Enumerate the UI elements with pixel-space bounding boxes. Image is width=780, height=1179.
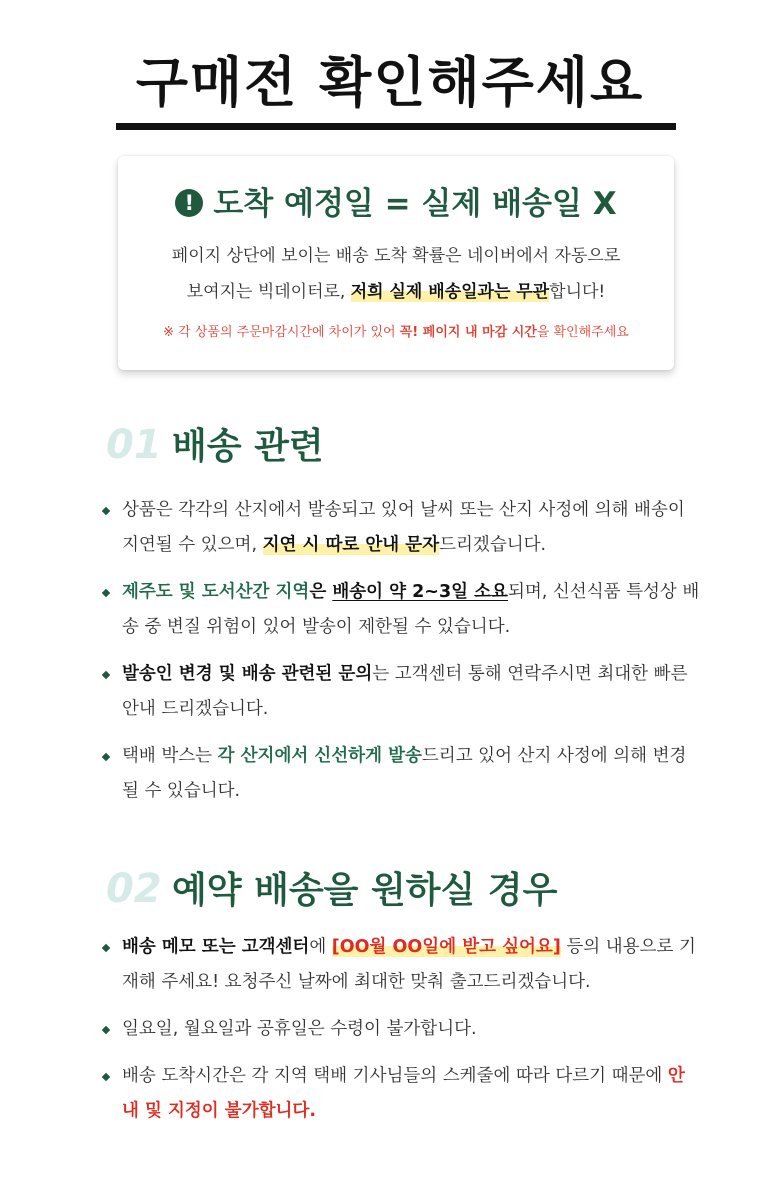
section-1-title: 배송 관련 [172, 426, 324, 467]
notice-line-2-end: 합니다! [549, 282, 606, 302]
item-text: 에 [309, 937, 332, 957]
item-emphasis: 각 산지에서 신선하게 발송 [217, 746, 422, 766]
item-highlight: 지연 시 따로 안내 문자 [262, 535, 440, 555]
notice-line-1: 페이지 상단에 보이는 배송 도착 확률은 네이버에서 자동으로 [171, 246, 621, 266]
list-item [100, 739, 700, 809]
section-1-heading [106, 418, 324, 469]
item-text: 드리겠습니다. [439, 535, 547, 555]
section-2-title: 예약 배송을 원하실 경우 [172, 870, 558, 911]
item-text: 택배 박스는 [122, 746, 218, 766]
page-title: 구매전 확인해주세요 [135, 51, 645, 114]
notice-body [118, 238, 674, 310]
footnote-bold: 꼭! 페이지 내 마감 시간 [399, 325, 537, 340]
item-highlight: [OO월 OO일에 받고 싶어요] [331, 937, 561, 957]
list-item [100, 1012, 700, 1047]
notice-line-2 [118, 274, 674, 310]
list-item [100, 575, 700, 645]
section-2-list [100, 930, 700, 1129]
notice-heading [118, 178, 674, 223]
notice-highlight: 저희 실제 배송일과는 무관 [350, 282, 550, 302]
list-item [100, 930, 700, 1000]
item-text: 되며, 신선식품 특성상 배송 중 변질 위험이 있어 발송이 제한될 수 있습니다. [122, 582, 700, 637]
list-item [100, 1059, 700, 1129]
notice-line-2-text: 보여지는 빅데이터로, [186, 282, 351, 302]
notice-footnote [118, 321, 674, 340]
item-text: 드리고 있어 산지 사정에 의해 변경될 수 있습니다. [122, 746, 687, 801]
item-text: 은 [309, 582, 333, 602]
footnote-end: 을 확인해주세요 [536, 325, 629, 340]
item-text: 는 고객센터 통해 연락주시면 최대한 빠른 안내 드리겠습니다. [122, 664, 688, 719]
list-item [100, 493, 700, 563]
title-divider [116, 123, 676, 130]
item-underline: 배송이 약 2~3일 소요 [332, 582, 508, 602]
item-emphasis: 제주도 및 도서산간 지역 [122, 582, 310, 602]
section-2-heading [106, 862, 557, 913]
item-text: 상품은 각각의 산지에서 발송되고 있어 날씨 또는 산지 사정에 의해 배송이 지연될 수 있으며, [122, 500, 685, 555]
section-2-number: 02 [106, 866, 162, 912]
list-item [100, 657, 700, 727]
notice-card [118, 156, 674, 370]
item-text: 등의 내용으로 기재해 주세요! 요청주신 날짜에 최대한 맞춰 출고드리겠습니다. [122, 937, 696, 992]
exclamation-circle-icon: ! [175, 189, 203, 217]
item-emphasis: 배송 메모 또는 고객센터 [122, 937, 310, 957]
notice-heading-text: 도착 예정일 = 실제 배송일 X [213, 186, 617, 222]
item-emphasis: 안내 및 지정이 불가합니다. [122, 1066, 685, 1121]
section-1-list [100, 493, 700, 809]
section-1-number: 01 [106, 422, 162, 468]
item-emphasis: 발송인 변경 및 배송 관련된 문의 [122, 664, 373, 684]
footnote-text: ※ 각 상품의 주문마감시간에 차이가 있어 [163, 325, 400, 340]
item-text: 배송 도착시간은 각 지역 택배 기사님들의 스케줄에 따라 다르기 때문에 [122, 1066, 668, 1086]
item-text: 일요일, 월요일과 공휴일은 수령이 불가합니다. [122, 1019, 477, 1039]
